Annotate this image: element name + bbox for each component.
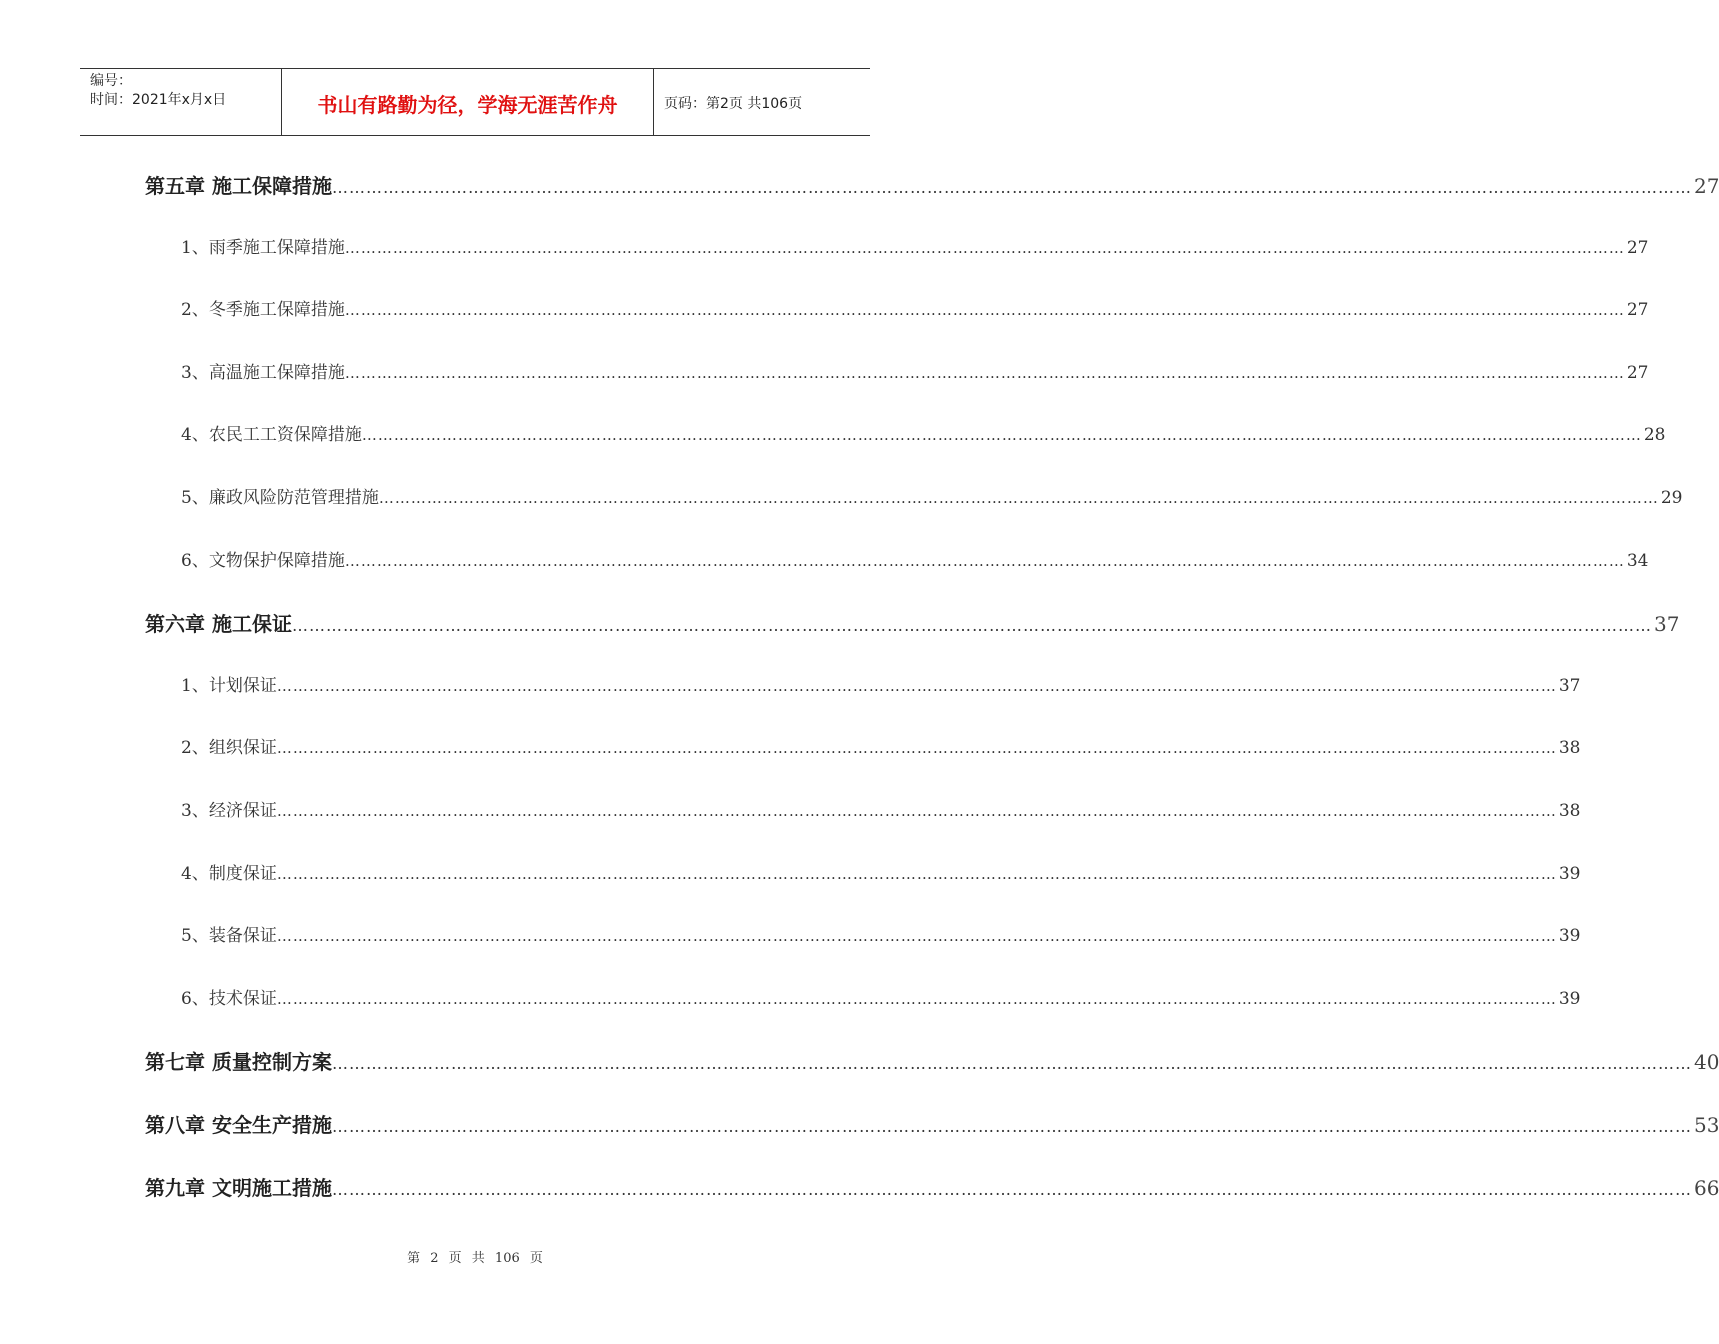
toc-chapter-entry[interactable]: [145, 1109, 1719, 1138]
toc-dot-leader: ……………………………………………………………………………………………………………………………………………………………………………………………………………………: [276, 927, 1557, 945]
toc-section-entry[interactable]: [181, 546, 1649, 571]
toc-entry-title: 1、计划保证: [181, 676, 277, 696]
toc-entry-page-number: 40: [1693, 1050, 1719, 1074]
toc-chapter-entry[interactable]: [145, 1046, 1719, 1075]
page-footer: 第 2 页 共 106 页: [407, 1251, 543, 1266]
toc-dot-leader: ……………………………………………………………………………………………………………………………………………………………………………………………………………………: [276, 677, 1557, 695]
toc-dot-leader: ……………………………………………………………………………………………………………………………………………………………………………………………………………………: [344, 364, 1625, 382]
toc-dot-leader: ……………………………………………………………………………………………………………………………………………………………………………………………………………………: [331, 1054, 1692, 1073]
toc-section-entry[interactable]: [181, 671, 1581, 696]
toc-entry-title: 2、冬季施工保障措施: [181, 300, 345, 320]
toc-section-entry[interactable]: [181, 733, 1581, 758]
toc-dot-leader: ……………………………………………………………………………………………………………………………………………………………………………………………………………………: [291, 616, 1652, 635]
toc-entry-title: 3、高温施工保障措施: [181, 363, 345, 383]
toc-section-entry[interactable]: [181, 483, 1683, 508]
document-number-label: 编号：: [90, 73, 132, 89]
toc-dot-leader: ……………………………………………………………………………………………………………………………………………………………………………………………………………………: [276, 802, 1557, 820]
toc-section-entry[interactable]: [181, 921, 1581, 946]
toc-chapter-entry[interactable]: [145, 170, 1719, 199]
toc-entry-title: 第九章 文明施工措施: [145, 1176, 332, 1200]
toc-entry-title: 4、农民工工资保障措施: [181, 425, 362, 445]
toc-entry-title: 6、文物保护保障措施: [181, 551, 345, 571]
toc-entry-page-number: 29: [1660, 488, 1683, 508]
toc-entry-page-number: 37: [1558, 676, 1581, 696]
toc-dot-leader: ……………………………………………………………………………………………………………………………………………………………………………………………………………………: [331, 1117, 1692, 1136]
toc-section-entry[interactable]: [181, 984, 1581, 1009]
toc-entry-page-number: 53: [1693, 1113, 1719, 1137]
toc-entry-page-number: 38: [1558, 738, 1581, 758]
toc-dot-leader: ……………………………………………………………………………………………………………………………………………………………………………………………………………………: [378, 489, 1659, 507]
toc-dot-leader: ……………………………………………………………………………………………………………………………………………………………………………………………………………………: [344, 301, 1625, 319]
page-header: [80, 68, 870, 136]
toc-entry-title: 3、经济保证: [181, 801, 277, 821]
toc-entry-title: 2、组织保证: [181, 738, 277, 758]
toc-entry-page-number: 34: [1626, 551, 1649, 571]
toc-chapter-entry[interactable]: [145, 1172, 1719, 1201]
toc-section-entry[interactable]: [181, 796, 1581, 821]
toc-entry-title: 4、制度保证: [181, 864, 277, 884]
toc-dot-leader: ……………………………………………………………………………………………………………………………………………………………………………………………………………………: [344, 552, 1625, 570]
toc-entry-title: 第七章 质量控制方案: [145, 1050, 332, 1074]
header-meta: [80, 69, 282, 135]
toc-entry-title: 6、技术保证: [181, 989, 277, 1009]
toc-entry-page-number: 27: [1626, 300, 1649, 320]
toc-entry-title: 第八章 安全生产措施: [145, 1113, 332, 1137]
toc-dot-leader: ……………………………………………………………………………………………………………………………………………………………………………………………………………………: [276, 990, 1557, 1008]
toc-dot-leader: ……………………………………………………………………………………………………………………………………………………………………………………………………………………: [331, 1180, 1692, 1199]
toc-entry-title: 5、廉政风险防范管理措施: [181, 488, 379, 508]
toc-section-entry[interactable]: [181, 859, 1581, 884]
toc-dot-leader: ……………………………………………………………………………………………………………………………………………………………………………………………………………………: [361, 426, 1642, 444]
toc-entry-title: 第五章 施工保障措施: [145, 174, 332, 198]
toc-dot-leader: ……………………………………………………………………………………………………………………………………………………………………………………………………………………: [276, 739, 1557, 757]
toc-entry-title: 1、雨季施工保障措施: [181, 238, 345, 258]
toc-entry-page-number: 27: [1626, 363, 1649, 383]
toc-entry-page-number: 37: [1653, 612, 1680, 636]
toc-section-entry[interactable]: [181, 233, 1649, 258]
toc-entry-page-number: 27: [1693, 174, 1719, 198]
toc-section-entry[interactable]: [181, 358, 1649, 383]
toc-dot-leader: ……………………………………………………………………………………………………………………………………………………………………………………………………………………: [276, 865, 1557, 883]
toc-dot-leader: ……………………………………………………………………………………………………………………………………………………………………………………………………………………: [344, 239, 1625, 257]
toc-section-entry[interactable]: [181, 295, 1649, 320]
toc-chapter-entry[interactable]: [145, 608, 1680, 637]
header-motto: 书山有路勤为径，学海无涯苦作舟: [282, 69, 654, 135]
header-page-info: 页码：第2页 共106页: [664, 96, 803, 112]
toc-entry-page-number: 38: [1558, 801, 1581, 821]
toc-dot-leader: ……………………………………………………………………………………………………………………………………………………………………………………………………………………: [331, 178, 1692, 197]
toc-entry-title: 5、装备保证: [181, 926, 277, 946]
toc-entry-page-number: 39: [1558, 926, 1581, 946]
toc-entry-page-number: 39: [1558, 989, 1581, 1009]
toc-entry-page-number: 66: [1693, 1176, 1719, 1200]
toc-entry-page-number: 28: [1643, 425, 1666, 445]
toc-entry-page-number: 27: [1626, 238, 1649, 258]
toc-entry-title: 第六章 施工保证: [145, 612, 292, 636]
toc-section-entry[interactable]: [181, 420, 1666, 445]
document-time: 时间：2021年x月x日: [90, 92, 227, 108]
toc-entry-page-number: 39: [1558, 864, 1581, 884]
